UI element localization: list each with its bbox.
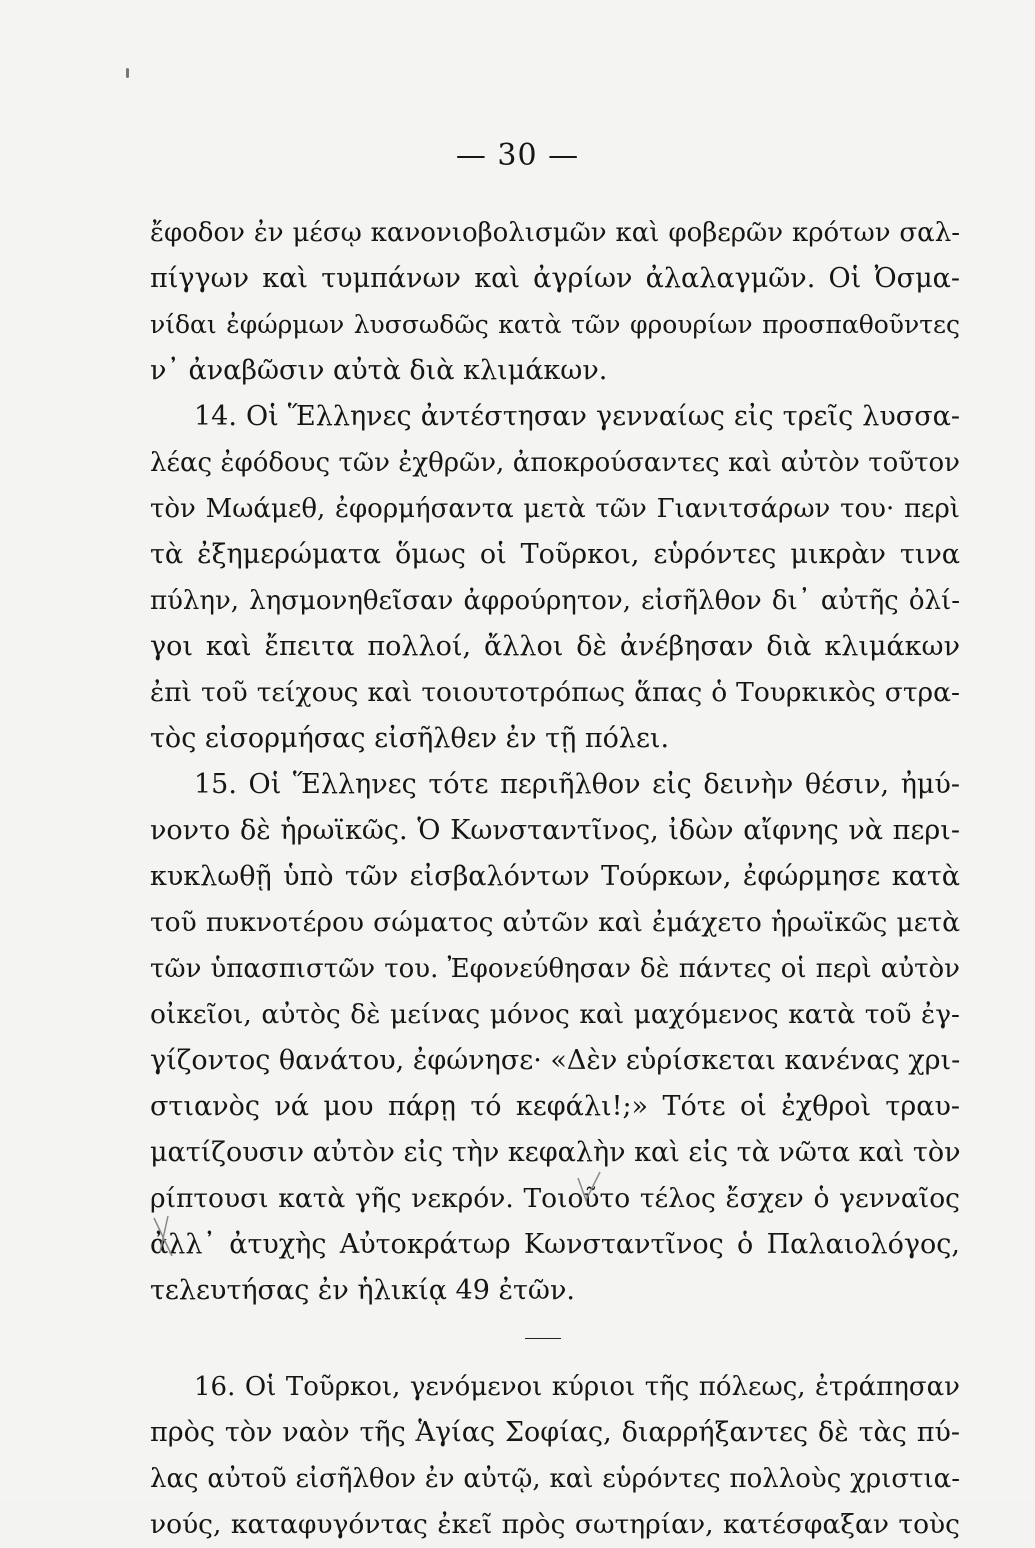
text-line: κυκλωθῇ ὑπὸ τῶν εἰσβαλόντων Τούρκων, ἐφώρμησε κατὰ [150,861,960,892]
paragraph-16 [150,1364,960,1548]
text-line: στιανὸς νά μου πάρῃ τό κεφάλι!;» Τότε οἱ ἐχθροὶ τραυ- [150,1091,960,1122]
text-line: λέας ἐφόδους τῶν ἐχθρῶν, ἀποκρούσαντες καὶ αὐτὸν τοῦτον [150,448,960,478]
body-text [150,210,960,1548]
text-line: ἐπὶ τοῦ τείχους καὶ τοιουτοτρόπως ἅπας ὁ Τουρκικὸς στρα- [150,677,960,708]
section-separator [525,1338,561,1339]
section-separator-wrap [150,1314,960,1364]
text-line: πρὸς τὸν ναὸν τῆς Ἁγίας Σοφίας, διαρρήξαντες δὲ τὰς πύ- [150,1417,960,1448]
text-line: 15. Οἱ Ἕλληνες τότε περιῆλθον εἰς δεινὴν θέσιν, ἠμύ- [194,769,960,800]
paragraph-14 [150,394,960,762]
text-line: πύλην, λησμονηθεῖσαν ἀφρούρητον, εἰσῆλθον δι᾽ αὐτῆς ὀλί- [150,586,960,616]
text-line: νοντο δὲ ἡρωϊκῶς. Ὁ Κωνσταντῖνος, ἰδὼν αἴφνης νὰ περι- [150,815,960,846]
text-line: ν᾽ ἀναβῶσιν αὐτὰ διὰ κλιμάκων. [150,355,608,386]
paragraph-1 [150,210,960,394]
text-line: ἀλλ᾽ ἀτυχὴς Αὐτοκράτωρ Κωνσταντῖνος ὁ Παλαιολόγος, [150,1229,960,1260]
page-number: — 30 — [455,138,580,173]
text-line: γίζοντος θανάτου, ἐφώνησε· «Δὲν εὑρίσκεται κανένας χρι- [150,1045,961,1076]
text-line: 14. Οἱ Ἕλληνες ἀντέστησαν γενναίως εἰς τρεῖς λυσσα- [194,401,960,432]
text-line: οἰκεῖοι, αὐτὸς δὲ μείνας μόνος καὶ μαχόμενος κατὰ τοῦ ἐγ- [150,999,960,1030]
text-line: τὸν Μωάμεθ, ἐφορμήσαντα μετὰ τῶν Γιανιτσάρων του· περὶ [150,494,960,524]
text-line: τὰ ἐξημερώματα ὅμως οἱ Τοῦρκοι, εὑρόντες μικρὰν τινα [150,539,960,570]
text-line: νούς, καταφυγόντας ἐκεῖ πρὸς σωτηρίαν, κατέσφαξαν τοὺς [150,1509,960,1540]
pencil-check-mark [150,1212,190,1262]
text-line: τῶν ὑπασπιστῶν του. Ἐφονεύθησαν δὲ πάντες οἱ περὶ αὐτὸν [150,954,960,984]
text-line: ἔφοδον ἐν μέσῳ κανονιοβολισμῶν καὶ φοβερῶν κρότων σαλ- [150,218,960,248]
text-line: τοῦ πυκνοτέρου σώματος αὐτῶν καὶ ἐμάχετο ἡρωϊκῶς μετὰ [150,907,960,938]
text-line: γοι καὶ ἔπειτα πολλοί, ἄλλοι δὲ ἀνέβησαν διὰ κλιμάκων [150,631,960,662]
text-line: τελευτήσας ἐν ἡλικίᾳ 49 ἐτῶν. [150,1275,575,1306]
text-line: ρίπτουσι κατὰ γῆς νεκρόν. Τοιοῦτο τέλος ἔσχεν ὁ γενναῖος [150,1183,960,1214]
text-line: ματίζουσιν αὐτὸν εἰς τὴν κεφαλὴν καὶ εἰς τὰ νῶτα καὶ τὸν [150,1137,961,1168]
text-line: τὸς εἰσορμήσας εἰσῆλθεν ἐν τῇ πόλει. [150,723,670,754]
scan-speck [126,68,129,78]
text-line: πίγγων καὶ τυμπάνων καὶ ἀγρίων ἀλαλαγμῶν. Οἱ Ὀσμα- [150,263,960,294]
text-line: νίδαι ἐφώρμων λυσσωδῶς κατὰ τῶν φρουρίων προσπαθοῦντες [150,310,960,339]
text-line: λας αὐτοῦ εἰσῆλθον ἐν αὐτῷ, καὶ εὑρόντες πολλοὺς χριστια- [150,1464,960,1494]
paragraph-15 [150,762,960,1314]
pencil-tick-mark [574,1168,604,1208]
text-line: 16. Οἱ Τοῦρκοι, γενόμενοι κύριοι τῆς πόλεως, ἐτράπησαν [194,1372,960,1402]
